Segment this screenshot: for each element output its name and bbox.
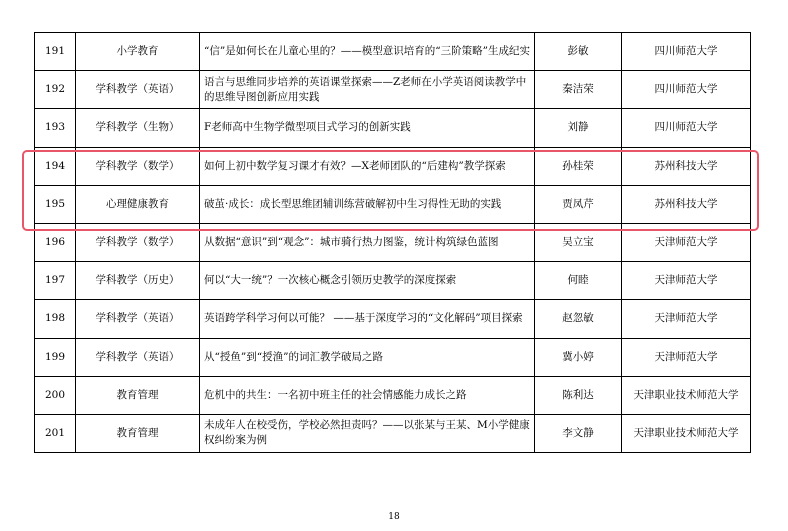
row-school: 天津师范大学 [622, 223, 751, 261]
row-school: 天津师范大学 [622, 300, 751, 338]
row-title: 破茧·成长：成长型思维团辅训练营破解初中生习得性无助的实践 [200, 185, 535, 223]
row-category: 教育管理 [76, 414, 200, 452]
row-school: 四川师范大学 [622, 109, 751, 147]
table-row [35, 33, 751, 71]
row-author: 冀小婷 [535, 338, 622, 376]
row-number: 195 [35, 185, 76, 223]
row-author: 吴立宝 [535, 223, 622, 261]
table-row [35, 414, 751, 452]
table-row [35, 300, 751, 338]
row-number: 198 [35, 300, 76, 338]
row-category: 学科教学（英语） [76, 71, 200, 109]
row-category: 学科教学（数学） [76, 147, 200, 185]
table-row [35, 71, 751, 109]
row-number: 200 [35, 376, 76, 414]
row-author: 秦洁荣 [535, 71, 622, 109]
row-category: 学科教学（英语） [76, 300, 200, 338]
page-number: 18 [388, 512, 400, 522]
row-school: 四川师范大学 [622, 71, 751, 109]
row-title: 语言与思维同步培养的英语课堂探索——Z老师在小学英语阅读教学中的思维导图创新应用实践 [200, 71, 535, 109]
row-author: 赵忽敏 [535, 300, 622, 338]
table-row [35, 185, 751, 223]
table-row [35, 147, 751, 185]
row-number: 193 [35, 109, 76, 147]
row-number: 201 [35, 414, 76, 452]
row-author: 贾凤芹 [535, 185, 622, 223]
row-category: 学科教学（英语） [76, 338, 200, 376]
row-author: 陈利达 [535, 376, 622, 414]
row-category: 小学教育 [76, 33, 200, 71]
row-title: 如何上初中数学复习课才有效？—X老师团队的“后建构”教学探索 [200, 147, 535, 185]
row-title: 未成年人在校受伤，学校必然担责吗？——以张某与王某、M小学健康权纠纷案为例 [200, 414, 535, 452]
row-number: 192 [35, 71, 76, 109]
table-row [35, 223, 751, 261]
row-school: 苏州科技大学 [622, 185, 751, 223]
case-table [34, 32, 751, 453]
row-author: 孙桂荣 [535, 147, 622, 185]
row-school: 天津师范大学 [622, 262, 751, 300]
row-number: 196 [35, 223, 76, 261]
row-author: 刘静 [535, 109, 622, 147]
row-author: 李文静 [535, 414, 622, 452]
row-school: 天津职业技术师范大学 [622, 414, 751, 452]
table-row [35, 109, 751, 147]
row-school: 天津师范大学 [622, 338, 751, 376]
row-number: 197 [35, 262, 76, 300]
row-title: 从数据“意识”到“观念”：城市骑行热力图鉴，统计构筑绿色蓝图 [200, 223, 535, 261]
table-row [35, 338, 751, 376]
row-school: 天津职业技术师范大学 [622, 376, 751, 414]
row-author: 彭敏 [535, 33, 622, 71]
row-school: 苏州科技大学 [622, 147, 751, 185]
row-title: 英语跨学科学习何以可能？ ——基于深度学习的“文化解码”项目探索 [200, 300, 535, 338]
row-title: 危机中的共生：一名初中班主任的社会情感能力成长之路 [200, 376, 535, 414]
table-body [35, 33, 751, 453]
row-school: 四川师范大学 [622, 33, 751, 71]
row-author: 何睦 [535, 262, 622, 300]
row-title: 何以“大一统”？一次核心概念引领历史教学的深度探索 [200, 262, 535, 300]
row-number: 194 [35, 147, 76, 185]
row-title: F老师高中生物学微型项目式学习的创新实践 [200, 109, 535, 147]
row-number: 191 [35, 33, 76, 71]
row-title: “信”是如何长在儿童心里的？——模型意识培育的“三阶策略”生成纪实 [200, 33, 535, 71]
table-row [35, 376, 751, 414]
row-title: 从“授鱼”到“授渔”的词汇教学破局之路 [200, 338, 535, 376]
table-row [35, 262, 751, 300]
row-number: 199 [35, 338, 76, 376]
row-category: 学科教学（生物） [76, 109, 200, 147]
row-category: 心理健康教育 [76, 185, 200, 223]
row-category: 学科教学（数学） [76, 223, 200, 261]
row-category: 教育管理 [76, 376, 200, 414]
row-category: 学科教学（历史） [76, 262, 200, 300]
